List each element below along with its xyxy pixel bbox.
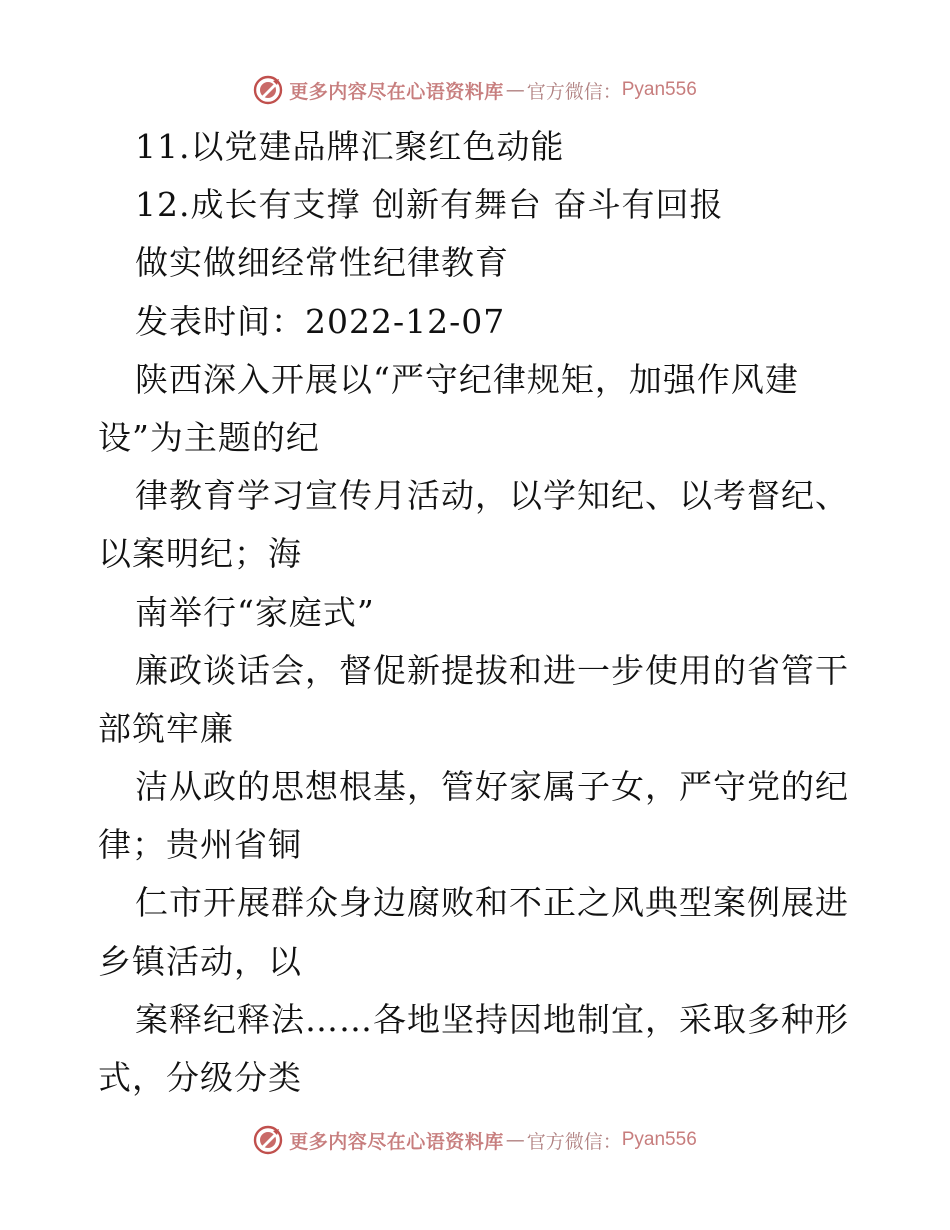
- text-line: 乡镇活动，以: [98, 941, 302, 981]
- text-line: 以案明纪；海: [98, 534, 302, 574]
- watermark-label: 官方微信：: [526, 80, 622, 103]
- text-line: 南举行“家庭式”: [135, 592, 375, 632]
- text-line: 律；贵州省铜: [98, 825, 302, 865]
- text-line: 洁从政的思想根基，管好家属子女，严守党的纪: [135, 767, 849, 807]
- text-line: 廉政谈话会，督促新提拔和进一步使用的省管干: [135, 650, 849, 690]
- watermark-id: Pyan556: [621, 79, 697, 100]
- footer-watermark: [0, 1120, 950, 1160]
- text-line: 12.成长有支撑 创新有舞台 奋斗有回报: [135, 185, 724, 225]
- text-line: 11.以党建品牌汇聚红色动能: [135, 127, 565, 166]
- watermark-brand: 更多内容尽在心语资料库: [289, 1130, 504, 1153]
- pen-logo-icon: [253, 75, 283, 105]
- pen-logo-icon: [253, 1125, 283, 1155]
- text-line: 式，分级分类: [98, 1058, 302, 1097]
- watermark-label: 官方微信：: [526, 1130, 622, 1153]
- watermark-dash: —: [505, 79, 525, 101]
- text-line: 做实做细经常性纪律教育: [135, 243, 509, 283]
- watermark-dash: —: [505, 1129, 525, 1151]
- text-line: 部筑牢廉: [98, 708, 234, 748]
- text-line: 设”为主题的纪: [98, 417, 320, 457]
- text-line: 仁市开展群众身边腐败和不正之风典型案例展进: [135, 883, 849, 923]
- text-line: 律教育学习宣传月活动，以学知纪、以考督纪、: [135, 476, 849, 516]
- watermark-id: Pyan556: [621, 1129, 697, 1150]
- header-watermark: [0, 70, 950, 110]
- watermark-brand: 更多内容尽在心语资料库: [289, 80, 504, 103]
- document-body: [98, 118, 858, 1107]
- text-line: 陕西深入开展以“严守纪律规矩，加强作风建: [135, 359, 799, 399]
- text-line: 发表时间：2022-12-07: [135, 301, 506, 341]
- text-line: 案释纪释法……各地坚持因地制宜，采取多种形: [135, 999, 849, 1039]
